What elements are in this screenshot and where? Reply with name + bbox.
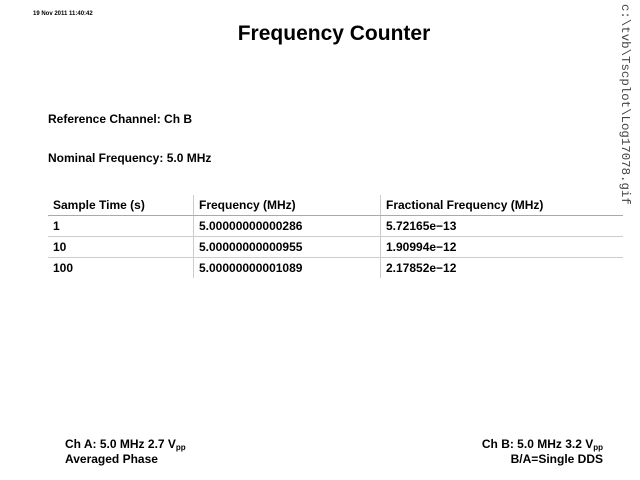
- column-header-sample-time: Sample Time (s): [48, 195, 194, 216]
- sample-time-cell: 100: [53, 261, 74, 275]
- channel-b-signal: [482, 437, 603, 452]
- table-row: [48, 258, 623, 279]
- table-header-row: [48, 195, 623, 216]
- table-row: [48, 237, 623, 258]
- column-header-frequency: Frequency (MHz): [194, 195, 381, 216]
- channel-a-info: [65, 437, 186, 467]
- channel-a-mode: Averaged Phase: [65, 452, 158, 466]
- channel-a-signal-text: Ch A: 5.0 MHz 2.7 V: [65, 437, 176, 451]
- table-row: [48, 216, 623, 237]
- page-title: Frequency Counter: [237, 22, 431, 45]
- channel-a-signal: [65, 437, 186, 452]
- fractional-frequency-cell: 5.72165e−13: [381, 216, 624, 237]
- channel-b-mode: B/A=Single DDS: [510, 452, 603, 466]
- frequency-cell: 5.00000000000286: [194, 216, 381, 237]
- reference-channel-label: Reference Channel: Ch B: [48, 112, 193, 126]
- file-path-label: c:\tvb\Tscplot\Log17078.gif: [618, 4, 632, 205]
- channel-b-voltage-unit: pp: [593, 443, 603, 452]
- channel-b-info: [482, 437, 603, 467]
- frequency-cell: 5.00000000001089: [194, 258, 381, 279]
- column-header-fractional-frequency: Fractional Frequency (MHz): [381, 195, 624, 216]
- fractional-frequency-cell: 1.90994e−12: [381, 237, 624, 258]
- nominal-frequency-label: Nominal Frequency: 5.0 MHz: [48, 151, 212, 165]
- channel-a-voltage-unit: pp: [175, 443, 186, 452]
- frequency-results-table: [48, 195, 623, 278]
- timestamp: 19 Nov 2011 11:40:42: [33, 11, 93, 17]
- channel-b-signal-text: Ch B: 5.0 MHz 3.2 V: [481, 437, 594, 451]
- sample-time-cell: 10: [48, 237, 194, 258]
- fractional-frequency-cell: 2.17852e−12: [381, 258, 624, 279]
- frequency-cell: 5.00000000000955: [194, 237, 381, 258]
- sample-time-cell: 1: [48, 216, 194, 237]
